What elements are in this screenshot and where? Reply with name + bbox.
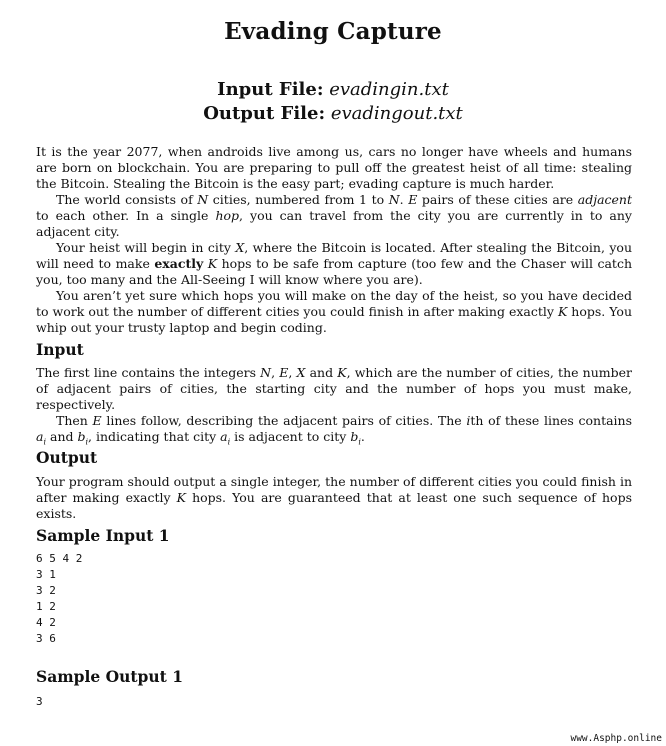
input-file-label: Input File: bbox=[217, 79, 324, 100]
input-description bbox=[36, 365, 632, 451]
input-file-name: evadingin.txt bbox=[329, 79, 449, 100]
input-paragraph-1: The first line contains the integers N, E, X and K, which are the number of cities, the number of adjacent pairs of cities, the starting city and the number of hops you must make, respectively. bbox=[36, 365, 633, 412]
sample-input-line: 3 1 bbox=[36, 568, 56, 581]
sample-input-line: 3 6 bbox=[36, 632, 56, 645]
sample-input-line: 4 2 bbox=[36, 616, 56, 629]
intro-paragraph-4: You aren’t yet sure which hops you will make on the day of the heist, so you have decided to work out the number of different cities you could finish in after making exactly K hops. You whip out your trusty laptop and begin coding. bbox=[36, 288, 632, 335]
watermark-text: www.Asphp.online bbox=[570, 733, 662, 744]
sample-input-line: 6 5 4 2 bbox=[36, 552, 83, 565]
sample-output-heading: Sample Output 1 bbox=[36, 667, 184, 686]
intro-paragraph-2: The world consists of N cities, numbered from 1 to N. E pairs of these cities are adjacent to each other. In a single hop, you can travel from the city you are currently in to any adjacent city. bbox=[36, 192, 633, 239]
input-file-line bbox=[0, 78, 666, 102]
file-info bbox=[0, 78, 666, 126]
sample-output-line: 3 bbox=[36, 695, 43, 708]
sample-input-heading: Sample Input 1 bbox=[36, 526, 170, 545]
intro-paragraph-3: Your heist will begin in city X, where the Bitcoin is located. After stealing the Bitcoin, you will need to make exactly K hops to be safe from capture (too few and the Chaser will catch you, too many and the All-Seeing I will know where you are). bbox=[36, 240, 632, 287]
output-heading: Output bbox=[36, 448, 98, 467]
intro-section bbox=[36, 144, 632, 336]
page-title: Evading Capture bbox=[224, 18, 442, 45]
input-heading: Input bbox=[36, 340, 84, 359]
sample-input-line: 3 2 bbox=[36, 584, 56, 597]
sample-input-line: 1 2 bbox=[36, 600, 56, 613]
sample-input-block bbox=[36, 551, 82, 647]
output-file-line bbox=[0, 102, 666, 126]
intro-paragraph-1: It is the year 2077, when androids live among us, cars no longer have wheels and humans are born on blockchain. You are preparing to pull off the greatest heist of all time: stealing the Bitcoin. Stealing the Bitcoin is the easy part; evading capture is much harder. bbox=[36, 144, 632, 191]
output-description bbox=[36, 474, 632, 522]
sample-output-block bbox=[36, 694, 43, 710]
input-paragraph-2: Then E lines follow, describing the adjacent pairs of cities. The ith of these lines contains $a_i$ and $b_i$, indicating that city $a_i$ is adjacent to city $b_i$. bbox=[36, 413, 633, 447]
output-file-name: evadingout.txt bbox=[330, 103, 463, 124]
output-paragraph-1: Your program should output a single integer, the number of different cities you could finish in after making exactly K hops. You are guaranteed that at least one such sequence of hops exists. bbox=[36, 474, 632, 521]
output-file-label: Output File: bbox=[203, 103, 326, 124]
